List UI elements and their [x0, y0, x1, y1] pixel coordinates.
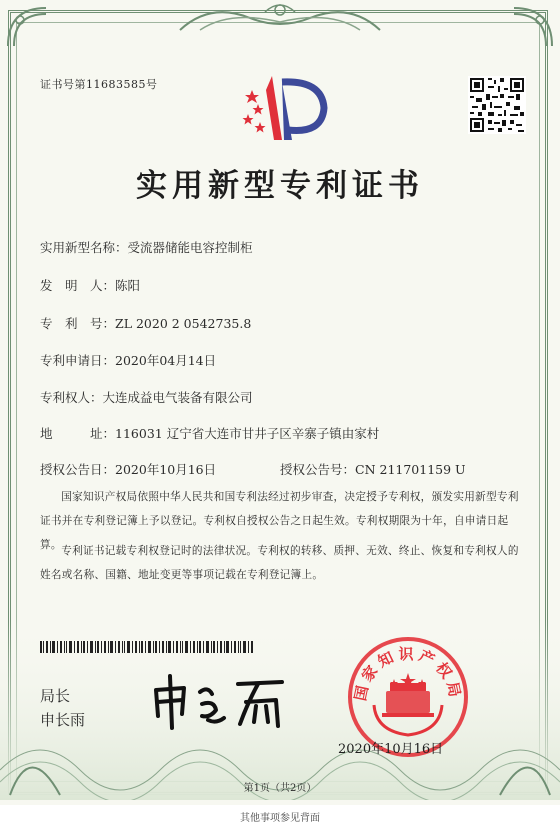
grant-number-row	[280, 460, 466, 478]
legal-paragraph: 国家知识产权局依照中华人民共和国专利法经过初步审查，决定授予专利权，颁发实用新型专利证书并在专利登记簿上予以登记。专利权自授权公告之日起生效。专利权期限为十年，自申请日起算。	[40, 491, 519, 551]
seal-date: 2020年10月16日	[338, 742, 444, 757]
field-label: 专利权人：	[40, 390, 103, 405]
patent-number-value: ZL 2020 2 0542735.8	[115, 316, 252, 331]
utility-model-name-value: 受流器储能电容控制柜	[127, 240, 253, 255]
barcode	[40, 641, 255, 653]
field-label: 地 址：	[40, 426, 116, 441]
filing-date-value: 2020年04月14日	[115, 353, 217, 368]
field-label: 发 明 人：	[40, 278, 116, 293]
grant-date-value: 2020年10月16日	[115, 462, 217, 477]
patentee-value: 大连成益电气装备有限公司	[102, 390, 253, 405]
next-page-note: 其他事项参见背面	[240, 813, 320, 824]
patent-number-row	[40, 314, 251, 332]
page-indicator: 第1页（共2页）	[243, 783, 317, 794]
address-row	[40, 424, 379, 442]
legal-paragraph: 专利证书记载专利权登记时的法律状况。专利权的转移、质押、无效、终止、恢复和专利权人的姓名或名称、国籍、地址变更等事项记载在专利登记簿上。	[40, 545, 519, 581]
corner-ornament	[510, 4, 556, 50]
grant-date-row	[40, 460, 216, 478]
handwritten-signature	[150, 672, 290, 732]
grant-number-value: CN 211701159 U	[355, 462, 466, 477]
field-label: 实用新型名称：	[40, 240, 128, 255]
seal-text: 国家知识产权局	[351, 645, 465, 703]
certificate-title: 实用新型专利证书	[136, 168, 424, 204]
utility-model-name-row	[40, 238, 253, 256]
qr-code	[468, 76, 526, 134]
signatory-title: 局长	[40, 687, 71, 705]
patentee-row	[40, 388, 253, 406]
inventor-value: 陈阳	[115, 278, 141, 293]
corner-ornament	[4, 4, 50, 50]
signatory-name: 申长雨	[40, 711, 86, 729]
field-label: 授权公告号：	[280, 462, 356, 477]
patent-office-logo	[238, 70, 334, 146]
address-value: 116031 辽宁省大连市甘井子区辛寨子镇由家村	[115, 426, 380, 441]
filing-date-row	[40, 351, 216, 369]
field-label: 专 利 号：	[40, 316, 116, 331]
certificate-number: 证书号第11683585号	[40, 78, 158, 91]
field-label: 专利申请日：	[40, 353, 116, 368]
top-ornament-decoration	[170, 0, 390, 34]
inventor-row	[40, 276, 140, 294]
field-label: 授权公告日：	[40, 462, 116, 477]
